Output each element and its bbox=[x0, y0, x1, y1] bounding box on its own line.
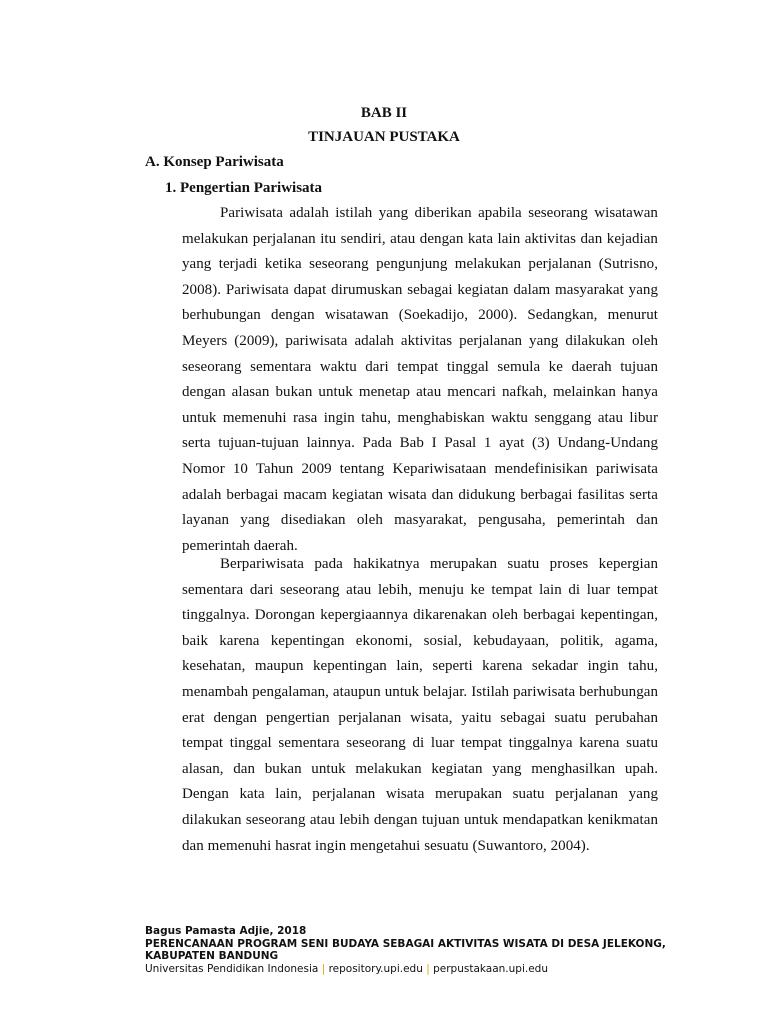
chapter-number: BAB II bbox=[360, 105, 408, 121]
footer-links bbox=[145, 963, 745, 976]
footer-title-line2: KABUPATEN BANDUNG bbox=[145, 950, 279, 962]
footer-library-link[interactable]: perpustakaan.upi.edu bbox=[433, 962, 549, 975]
paragraph-2: Berpariwisata pada hakikatnya merupakan suatu proses kepergian sementara dari seseorang atau lebih, menuju ke tempat lain di luar tempat tinggalnya. Dorongan kepergiaannya dikarenakan oleh berbagai kepentingan, baik karena kepentingan ekonomi, sosial, kebudayaan, politik, agama, kesehatan, maupun kepentingan lain, seperti karena sekadar ingin tahu, menambah pengalaman, ataupun untuk belajar. Istilah pariwisata berhubungan erat dengan pengertian perjalanan wisata, yaitu sebagai suatu perubahan tempat tinggal sementara seseorang di luar tempat tinggalnya karena suatu alasan, dan bukan untuk melakukan kegiatan yang menghasilkan upah. Dengan kata lain, perjalanan wisata merupakan suatu perjalanan yang dilakukan seseorang atau lebih dengan tujuan untuk mendapatkan kenikmatan dan memenuhi hasrat ingin mengetahui sesuatu (Suwantoro, 2004). bbox=[182, 556, 658, 854]
footer-repository-link[interactable]: repository.upi.edu bbox=[328, 962, 423, 975]
section-heading: A. Konsep Pariwisata bbox=[145, 154, 284, 170]
footer-title-line1: PERENCANAAN PROGRAM SENI BUDAYA SEBAGAI AKTIVITAS WISATA DI DESA JELEKONG, bbox=[145, 937, 666, 950]
footer-author: Bagus Pamasta Adjie, 2018 bbox=[145, 925, 307, 937]
footer-separator: | bbox=[321, 962, 326, 975]
chapter-title: TINJAUAN PUSTAKA bbox=[308, 129, 460, 145]
paragraph-1: Pariwisata adalah istilah yang diberikan apabila seseorang wisatawan melakukan perjalanan itu sendiri, atau dengan kata lain aktivitas dan kejadian yang terjadi ketika seseorang pengunjung melakukan perjalanan (Sutrisno, 2008). Pariwisata dapat dirumuskan sebagai kegiatan dalam masyarakat yang berhubungan dengan wisatawan (Soekadijo, 2000). Sedangkan, menurut Meyers (2009), pariwisata adalah aktivitas perjalanan yang dilakukan oleh seseorang sementara waktu dari tempat tinggal semula ke daerah tujuan dengan alasan bukan untuk menetap atau mencari nafkah, melainkan hanya untuk memenuhi rasa ingin tahu, menghabiskan waktu senggang atau libur serta tujuan-tujuan lainnya. Pada Bab I Pasal 1 ayat (3) Undang-Undang Nomor 10 Tahun 2009 tentang Kepariwisataan mendefinisikan pariwisata adalah berbagai macam kegiatan wisata dan didukung berbagai fasilitas serta layanan yang disediakan oleh masyarakat, pengusaha, pemerintah dan pemerintah daerah. bbox=[182, 205, 658, 554]
subsection-heading: 1. Pengertian Pariwisata bbox=[165, 180, 323, 196]
footer-separator: | bbox=[426, 962, 430, 975]
page-footer bbox=[145, 925, 745, 975]
footer-university: Universitas Pendidikan Indonesia bbox=[145, 962, 319, 975]
